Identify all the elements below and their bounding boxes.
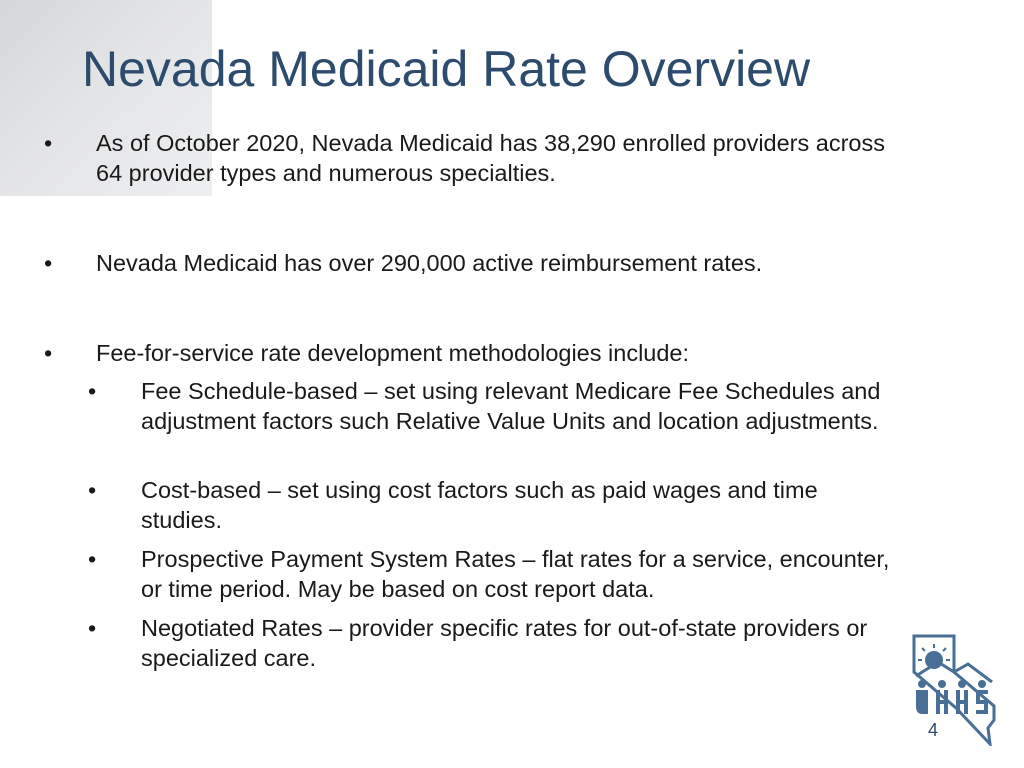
sub-bullet-text: Negotiated Rates – provider specific rates for out-of-state providers or specialized care.	[141, 615, 868, 671]
sub-bullet-marker: •	[88, 378, 97, 404]
bullet-text: As of October 2020, Nevada Medicaid has 38,290 enrolled providers across 64 provider types and numerous specialties.	[96, 130, 886, 186]
sub-bullet-marker: •	[88, 546, 97, 572]
bullet-text: Nevada Medicaid has over 290,000 active reimbursement rates.	[96, 250, 763, 276]
bullet-marker: •	[44, 130, 53, 156]
sub-bullet-text: Fee Schedule-based – set using relevant Medicare Fee Schedules and adjustment factors such Relative Value Units and location adjustments.	[141, 378, 881, 434]
page-number: 4	[928, 720, 939, 740]
dhhs-logo-icon	[908, 632, 998, 746]
sub-bullet-text: Prospective Payment System Rates – flat rates for a service, encounter, or time period. May be based on cost report data.	[141, 546, 890, 602]
sub-bullet-marker: •	[88, 477, 97, 503]
bullet-text: Fee-for-service rate development methodologies include:	[96, 340, 690, 366]
bullet-marker: •	[44, 250, 53, 276]
bullet-marker: •	[44, 340, 53, 366]
sub-bullet-text: Cost-based – set using cost factors such as paid wages and time studies.	[141, 477, 818, 533]
sub-bullet-marker: •	[88, 615, 97, 641]
slide-title: Nevada Medicaid Rate Overview	[82, 41, 811, 97]
